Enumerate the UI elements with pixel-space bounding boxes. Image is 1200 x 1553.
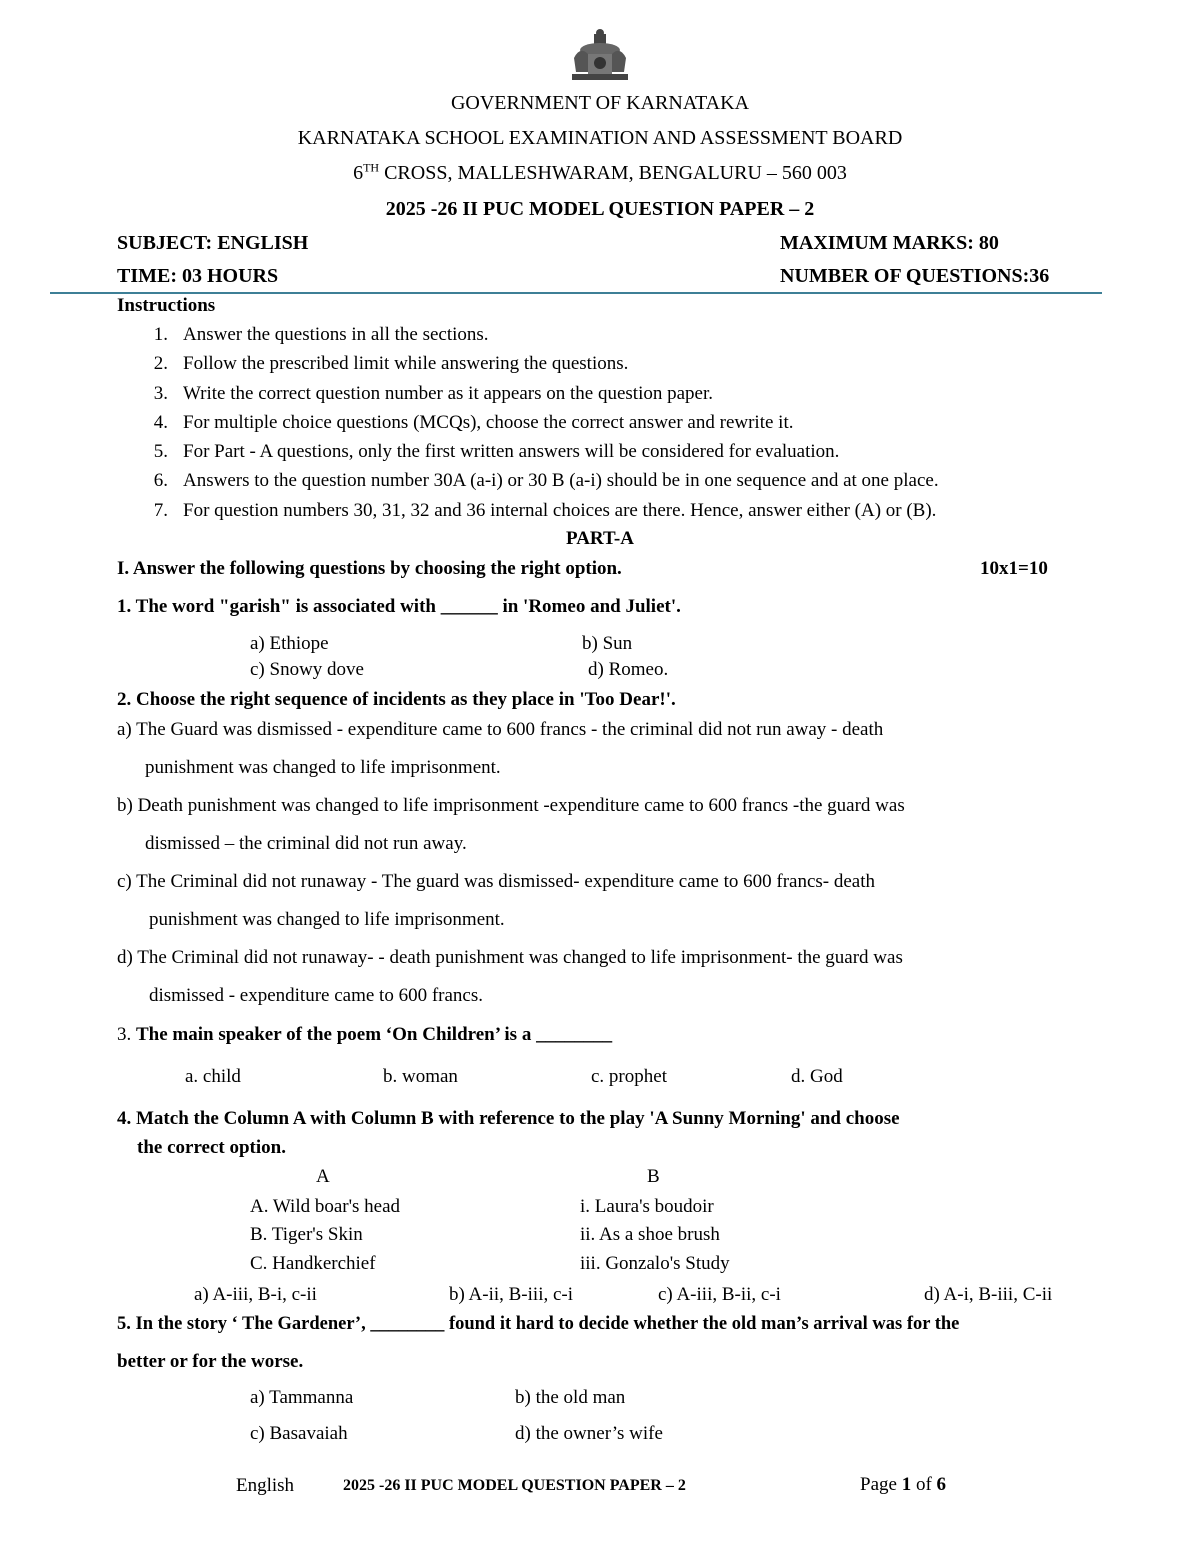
- q3-option-b: b. woman: [383, 1066, 458, 1087]
- question-3-number: 3.: [117, 1024, 132, 1045]
- q1-option-c: c) Snowy dove: [250, 659, 364, 680]
- instructions-heading: Instructions: [117, 295, 216, 316]
- header-address: 6TH CROSS, MALLESHWARAM, BENGALURU – 560 003: [353, 160, 847, 184]
- column-b-heading: B: [647, 1166, 660, 1187]
- subject-label: SUBJECT: ENGLISH: [117, 232, 309, 254]
- instruction-number: 4.: [153, 412, 168, 433]
- instruction-number: 3.: [153, 383, 168, 404]
- instruction-number: 5.: [153, 441, 168, 462]
- question-3: [117, 1024, 612, 1046]
- instruction-number: 1.: [153, 324, 168, 345]
- question-1: 1. The word "garish" is associated with ______ in 'Romeo and Juliet'.: [117, 596, 681, 617]
- q2-option-c: c) The Criminal did not runaway - The guard was dismissed- expenditure came to 600 francs- death: [117, 871, 876, 892]
- q1-option-a: a) Ethiope: [250, 633, 329, 654]
- question-5: 5. In the story ‘ The Gardener’, ________ found it hard to decide whether the old man’s arrival was for the: [117, 1314, 960, 1334]
- instruction-item: For Part - A questions, only the first written answers will be considered for evaluation.: [183, 441, 840, 462]
- column-b-item: ii. As a shoe brush: [580, 1224, 720, 1245]
- header-divider: [50, 292, 1102, 294]
- instruction-number: 2.: [153, 353, 168, 374]
- q4-option-d: d) A-i, B-iii, C-ii: [924, 1284, 1053, 1305]
- column-b-item: i. Laura's boudoir: [580, 1196, 714, 1217]
- num-questions-label: NUMBER OF QUESTIONS:36: [780, 265, 1050, 287]
- question-5-cont: better or for the worse.: [117, 1351, 304, 1372]
- q4-option-b: b) A-ii, B-iii, c-i: [449, 1284, 574, 1305]
- column-b-item: iii. Gonzalo's Study: [580, 1253, 730, 1274]
- q3-option-a: a. child: [185, 1066, 241, 1087]
- q4-option-c: c) A-iii, B-ii, c-i: [658, 1284, 781, 1305]
- part-a-title: PART-A: [566, 528, 634, 549]
- instruction-number: 7.: [153, 500, 168, 521]
- question-2: 2. Choose the right sequence of incidents as they place in 'Too Dear!'.: [117, 689, 676, 710]
- q2-option-d-cont: dismissed - expenditure came to 600 francs.: [149, 985, 483, 1006]
- max-marks-label: MAXIMUM MARKS: 80: [780, 232, 999, 254]
- question-3-text: The main speaker of the poem ‘On Children’ is a ________: [136, 1024, 613, 1045]
- column-a-item: B. Tiger's Skin: [250, 1224, 363, 1245]
- footer-page-number: Page 1 of 6: [860, 1474, 947, 1495]
- q3-option-d: d. God: [791, 1066, 843, 1087]
- question-4-cont: the correct option.: [137, 1137, 286, 1158]
- section-marks: 10x1=10: [980, 558, 1048, 579]
- footer-subject: English: [236, 1475, 295, 1496]
- header-board: KARNATAKA SCHOOL EXAMINATION AND ASSESSMENT BOARD: [297, 127, 903, 149]
- instruction-item: For question numbers 30, 31, 32 and 36 internal choices are there. Hence, answer either (A) or (B).: [183, 500, 937, 521]
- section-heading: I. Answer the following questions by choosing the right option.: [117, 558, 622, 579]
- header-government: GOVERNMENT OF KARNATAKA: [450, 92, 750, 114]
- instruction-item: Follow the prescribed limit while answering the questions.: [183, 353, 629, 374]
- q3-option-c: c. prophet: [591, 1066, 667, 1087]
- column-a-item: A. Wild boar's head: [250, 1196, 401, 1217]
- instruction-item: Answers to the question number 30A (a-i) or 30 B (a-i) should be in one sequence and at one place.: [183, 470, 939, 491]
- q2-option-c-cont: punishment was changed to life imprisonment.: [149, 909, 505, 930]
- q4-option-a: a) A-iii, B-i, c-ii: [194, 1284, 317, 1305]
- q2-option-b-cont: dismissed – the criminal did not run away.: [145, 833, 467, 854]
- q5-option-b: b) the old man: [515, 1387, 626, 1408]
- column-a-heading: A: [316, 1166, 330, 1187]
- instruction-number: 6.: [153, 470, 168, 491]
- q1-option-b: b) Sun: [582, 633, 633, 654]
- time-label: TIME: 03 HOURS: [117, 265, 279, 287]
- question-4: 4. Match the Column A with Column B with reference to the play 'A Sunny Morning' and choose: [117, 1108, 900, 1129]
- q2-option-b: b) Death punishment was changed to life imprisonment -expenditure came to 600 francs -the guard was: [117, 795, 905, 816]
- q1-option-d: d) Romeo.: [588, 659, 669, 680]
- q5-option-a: a) Tammanna: [250, 1387, 354, 1408]
- instruction-item: For multiple choice questions (MCQs), choose the correct answer and rewrite it.: [183, 412, 794, 433]
- paper-title: 2025 -26 II PUC MODEL QUESTION PAPER – 2: [385, 198, 815, 220]
- instruction-item: Write the correct question number as it appears on the question paper.: [183, 383, 714, 404]
- instruction-item: Answer the questions in all the sections.: [183, 324, 489, 345]
- column-a-item: C. Handkerchief: [250, 1253, 376, 1274]
- q5-option-d: d) the owner’s wife: [515, 1423, 663, 1444]
- q2-option-d: d) The Criminal did not runaway- - death punishment was changed to life imprisonment- the guard was: [117, 947, 903, 968]
- footer-title: 2025 -26 II PUC MODEL QUESTION PAPER – 2: [343, 1477, 686, 1494]
- q2-option-a-cont: punishment was changed to life imprisonment.: [145, 757, 501, 778]
- q2-option-a: a) The Guard was dismissed - expenditure came to 600 francs - the criminal did not run away - death: [117, 719, 884, 740]
- karnataka-emblem-icon: [566, 28, 634, 84]
- q5-option-c: c) Basavaiah: [250, 1423, 348, 1444]
